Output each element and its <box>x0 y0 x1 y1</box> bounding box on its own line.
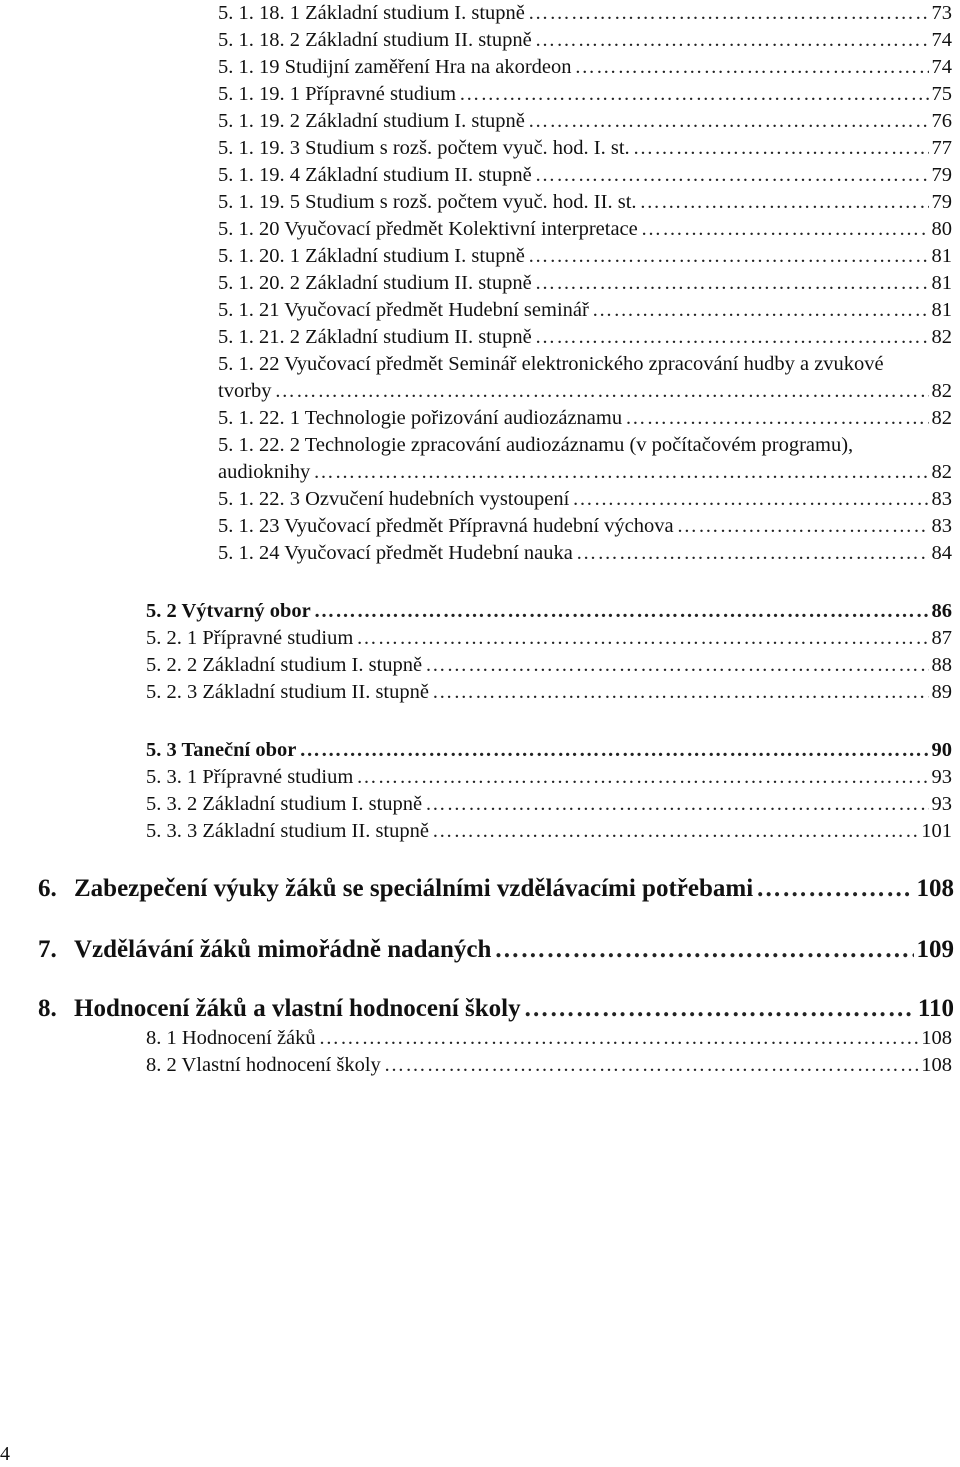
leader-dots <box>625 405 928 431</box>
toc-entry-page: 81 <box>931 245 952 267</box>
toc-entry-title: 5. 1. 20. 2 Základní studium II. stupně <box>218 272 532 294</box>
toc-entry-page: 101 <box>921 820 952 842</box>
leader-dots <box>576 540 929 566</box>
toc-entry[interactable] <box>218 27 952 53</box>
toc-entry-title: 5. 1. 20 Vyučovací předmět Kolektivní interpretace <box>218 218 638 240</box>
leader-dots <box>356 625 928 651</box>
toc-entry-title: 8. 1 Hodnocení žáků <box>146 1027 316 1049</box>
toc-entry[interactable] <box>146 679 952 705</box>
toc-entry-title: 5. 1. 24 Vyučovací předmět Hudební nauka <box>218 542 573 564</box>
toc-entry-page: 108 <box>921 1054 952 1076</box>
toc-entry-page: 88 <box>931 654 952 676</box>
leader-dots <box>528 243 929 269</box>
toc-entry-title: 5. 2. 2 Základní studium I. stupně <box>146 654 423 676</box>
toc-entry[interactable] <box>218 54 952 80</box>
leader-dots <box>314 598 929 624</box>
toc-entry-page: 93 <box>931 766 952 788</box>
toc-entry[interactable] <box>146 764 952 790</box>
leader-dots <box>425 791 928 817</box>
leader-dots <box>535 324 929 350</box>
toc-entry-title: 5. 1. 19. 2 Základní studium I. stupně <box>218 110 525 132</box>
toc-entry-title[interactable]: 5. 1. 22. 2 Technologie zpracování audiozáznamu (v počítačovém programu), <box>218 434 854 456</box>
leader-dots <box>425 652 928 678</box>
toc-entry[interactable] <box>218 405 952 431</box>
toc-entry-title: 5. 1. 23 Vyučovací předmět Přípravná hudební výchova <box>218 515 674 537</box>
leader-dots <box>535 270 929 296</box>
toc-entry-title: 5. 1. 21 Vyučovací předmět Hudební seminář <box>218 299 589 321</box>
toc-entry-title: 8. 2 Vlastní hodnocení školy <box>146 1054 381 1076</box>
leader-dots <box>592 297 929 323</box>
toc-entry-page: 82 <box>931 326 952 348</box>
toc-entry-title: 5. 1. 19. 1 Přípravné studium <box>218 83 457 105</box>
toc-entry[interactable] <box>218 513 952 539</box>
toc-entry[interactable] <box>146 1052 952 1078</box>
toc-entry-page: 82 <box>931 461 952 483</box>
toc-entry-page: 74 <box>931 29 952 51</box>
toc-entry-page: 108 <box>921 1027 952 1049</box>
toc-entry-title: Hodnocení žáků a vlastní hodnocení školy <box>74 995 521 1022</box>
toc-entry-page: 83 <box>931 515 952 537</box>
leader-dots <box>575 54 929 80</box>
leader-dots <box>319 1025 919 1051</box>
toc-section-heading[interactable] <box>146 737 952 763</box>
toc-entry-page: 86 <box>931 600 952 622</box>
toc-entry[interactable] <box>218 189 952 215</box>
leader-dots <box>299 737 928 763</box>
leader-dots <box>572 486 928 512</box>
toc-entry-page: 76 <box>931 110 952 132</box>
toc-entry-page: 84 <box>931 542 952 564</box>
toc-entry-page: 81 <box>931 299 952 321</box>
toc-entry-title: 5. 1. 18. 1 Základní studium I. stupně <box>218 2 525 24</box>
toc-entry-page: 75 <box>931 83 952 105</box>
leader-dots <box>432 818 918 844</box>
leader-dots <box>356 764 928 790</box>
toc-entry-title: 5. 1. 20. 1 Základní studium I. stupně <box>218 245 525 267</box>
toc-entry-title: 5. 3. 1 Přípravné studium <box>146 766 354 788</box>
toc-entry-page: 79 <box>931 191 952 213</box>
toc-entry-title: 5. 2 Výtvarný obor <box>146 600 311 622</box>
toc-entry-title: 5. 1. 22. 3 Ozvučení hudebních vystoupení <box>218 488 570 510</box>
toc-entry[interactable] <box>218 243 952 269</box>
toc-entry-title: 5. 3. 2 Základní studium I. stupně <box>146 793 423 815</box>
leader-dots <box>524 993 915 1025</box>
toc-entry-page: 108 <box>916 875 954 902</box>
leader-dots <box>535 27 929 53</box>
toc-entry[interactable] <box>218 162 952 188</box>
leader-dots <box>313 459 928 485</box>
toc-entry-page: 82 <box>931 407 952 429</box>
toc-entry-page: 110 <box>917 995 954 1022</box>
leader-dots <box>756 873 913 905</box>
toc-entry-page: 89 <box>931 681 952 703</box>
toc-entry-title: 5. 1. 21. 2 Základní studium II. stupně <box>218 326 532 348</box>
toc-entry[interactable] <box>218 270 952 296</box>
toc-entry[interactable] <box>146 652 952 678</box>
leader-dots <box>528 0 929 26</box>
toc-entry-page: 77 <box>931 137 952 159</box>
toc-entry-title: 5. 3. 3 Základní studium II. stupně <box>146 820 429 842</box>
toc-entry[interactable] <box>146 625 952 651</box>
toc-entry[interactable] <box>218 108 952 134</box>
toc-entry-page: 93 <box>931 793 952 815</box>
toc-entry[interactable] <box>218 135 952 161</box>
toc-entry-page: 87 <box>931 627 952 649</box>
toc-entry[interactable] <box>218 486 952 512</box>
toc-entry-title: 5. 1. 19. 5 Studium s rozš. počtem vyuč. hod. II. st. <box>218 191 637 213</box>
chapter-number: 7. <box>38 936 57 963</box>
toc-entry-title: 5. 2. 3 Základní studium II. stupně <box>146 681 429 703</box>
toc-entry-page: 82 <box>931 380 952 402</box>
leader-dots <box>459 81 928 107</box>
toc-entry[interactable] <box>218 81 952 107</box>
toc-entry[interactable] <box>218 378 952 404</box>
toc-entry-page: 80 <box>931 218 952 240</box>
toc-chapter-heading[interactable] <box>38 934 954 966</box>
toc-entry-page: 90 <box>931 739 952 761</box>
toc-entry-title-continuation: audioknihy <box>218 461 311 483</box>
toc-chapter-heading[interactable] <box>38 993 954 1025</box>
toc-entry-title-continuation: tvorby <box>218 380 272 402</box>
toc-entry[interactable] <box>218 216 952 242</box>
toc-entry[interactable] <box>146 1025 952 1051</box>
leader-dots <box>633 135 929 161</box>
leader-dots <box>640 189 929 215</box>
toc-entry[interactable] <box>218 0 952 26</box>
chapter-number: 6. <box>38 875 57 902</box>
toc-entry-title: 5. 1. 19. 3 Studium s rozš. počtem vyuč. hod. I. st. <box>218 137 630 159</box>
leader-dots <box>384 1052 918 1078</box>
toc-entry-page: 81 <box>931 272 952 294</box>
toc-entry-page: 73 <box>931 2 952 24</box>
leader-dots <box>494 934 913 966</box>
toc-entry-title: 5. 1. 19. 4 Základní studium II. stupně <box>218 164 532 186</box>
toc-entry-page: 74 <box>931 56 952 78</box>
toc-entry-page: 83 <box>931 488 952 510</box>
toc-section-heading[interactable] <box>146 598 952 624</box>
toc-entry-title[interactable]: 5. 1. 22 Vyučovací předmět Seminář elektronického zpracování hudby a zvukové <box>218 353 884 375</box>
toc-entry-page: 79 <box>931 164 952 186</box>
toc-entry[interactable] <box>218 297 952 323</box>
leader-dots <box>535 162 929 188</box>
toc-entry-title: Vzdělávání žáků mimořádně nadaných <box>74 936 492 963</box>
toc-chapter-heading[interactable] <box>38 873 954 905</box>
page-number: 4 <box>0 1443 10 1465</box>
toc-entry[interactable] <box>218 540 952 566</box>
toc-entry-title: Zabezpečení výuky žáků se speciálními vzdělávacími potřebami <box>74 875 754 902</box>
toc-entry-page: 109 <box>916 936 954 963</box>
leader-dots <box>528 108 929 134</box>
leader-dots <box>432 679 929 705</box>
toc-entry-title: 5. 2. 1 Přípravné studium <box>146 627 354 649</box>
toc-entry[interactable] <box>146 791 952 817</box>
chapter-number: 8. <box>38 995 57 1022</box>
toc-entry[interactable] <box>218 459 952 485</box>
toc-entry-title: 5. 1. 19 Studijní zaměření Hra na akordeon <box>218 56 572 78</box>
toc-entry[interactable] <box>146 818 952 844</box>
leader-dots <box>275 378 929 404</box>
toc-entry-title: 5. 1. 18. 2 Základní studium II. stupně <box>218 29 532 51</box>
toc-entry-title: 5. 3 Taneční obor <box>146 739 297 761</box>
toc-entry[interactable] <box>218 324 952 350</box>
leader-dots <box>677 513 929 539</box>
toc-entry-title: 5. 1. 22. 1 Technologie pořizování audiozáznamu <box>218 407 623 429</box>
leader-dots <box>641 216 929 242</box>
